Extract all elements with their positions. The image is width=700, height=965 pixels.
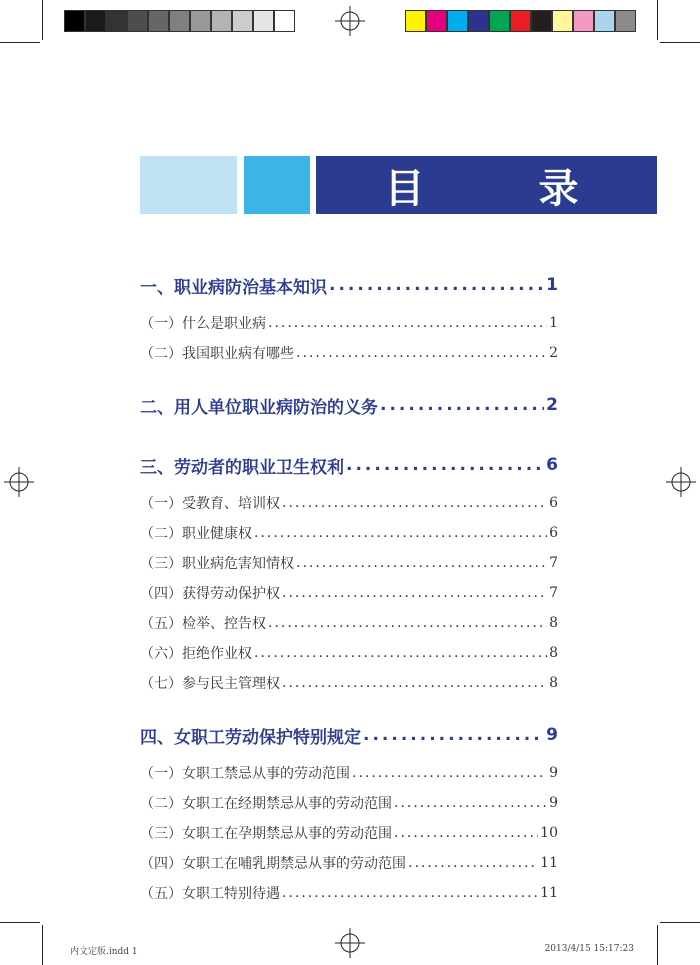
timestamp-slug: 2013/4/15 15:17:23 [544, 944, 634, 954]
banner-block-light [140, 156, 237, 214]
banner-block-mid [244, 156, 310, 214]
color-swatch [274, 10, 295, 32]
color-swatch [447, 10, 468, 32]
color-swatch [531, 10, 552, 32]
color-swatch [169, 10, 190, 32]
toc-item[interactable] [140, 758, 558, 788]
toc-item-page: 1 [549, 315, 558, 331]
toc-item-title: （二）女职工在经期禁忌从事的劳动范围 [140, 796, 392, 812]
toc-item-page: 8 [549, 645, 558, 661]
color-swatch [405, 10, 426, 32]
toc-section-title: 一、职业病防治基本知识 [140, 277, 327, 298]
toc-item-page: 9 [549, 765, 558, 781]
toc-item-title: （六）拒绝作业权 [140, 646, 252, 662]
toc-section-title: 三、劳动者的职业卫生权利 [140, 457, 344, 478]
toc-item[interactable] [140, 608, 558, 638]
registration-mark-icon [4, 467, 34, 497]
toc-item-page: 8 [549, 675, 558, 691]
toc-item[interactable] [140, 488, 558, 518]
dot-leader [268, 315, 547, 331]
toc-item-page: 10 [540, 825, 558, 841]
color-swatch [190, 10, 211, 32]
table-of-contents [140, 262, 558, 908]
color-swatch [127, 10, 148, 32]
dot-leader [282, 885, 538, 901]
process-color-bar [405, 10, 636, 32]
crop-mark [660, 42, 700, 43]
color-swatch [148, 10, 169, 32]
color-swatch [594, 10, 615, 32]
toc-item-title: （五）女职工特别待遇 [140, 886, 280, 902]
color-swatch [211, 10, 232, 32]
dot-leader [254, 525, 547, 541]
toc-item-title: （二）职业健康权 [140, 526, 252, 542]
toc-section-page: 1 [546, 275, 558, 295]
toc-section-page: 9 [546, 725, 558, 745]
color-swatch [468, 10, 489, 32]
toc-section[interactable] [140, 262, 558, 308]
toc-item[interactable] [140, 578, 558, 608]
toc-section-title: 二、用人单位职业病防治的义务 [140, 397, 378, 418]
crop-mark [0, 922, 40, 923]
crop-mark [42, 925, 43, 965]
dot-leader [408, 855, 538, 871]
toc-section[interactable] [140, 712, 558, 758]
dot-leader [282, 495, 547, 511]
toc-item-title: （一）受教育、培训权 [140, 496, 280, 512]
toc-item[interactable] [140, 878, 558, 908]
toc-item-page: 11 [540, 885, 558, 901]
registration-mark-icon [335, 928, 365, 958]
toc-item-title: （四）女职工在哺乳期禁忌从事的劳动范围 [140, 856, 406, 872]
toc-item-title: （三）职业病危害知情权 [140, 556, 294, 572]
dot-leader [254, 645, 547, 661]
color-swatch [106, 10, 127, 32]
toc-section-title: 四、女职工劳动保护特别规定 [140, 727, 361, 748]
toc-item-title: （四）获得劳动保护权 [140, 586, 280, 602]
toc-section[interactable] [140, 442, 558, 488]
toc-item[interactable] [140, 338, 558, 368]
toc-section-page: 2 [546, 395, 558, 415]
crop-mark [660, 922, 700, 923]
toc-item-title: （五）检举、控告权 [140, 616, 266, 632]
toc-section-page: 6 [546, 455, 558, 475]
toc-item[interactable] [140, 308, 558, 338]
toc-item[interactable] [140, 818, 558, 848]
toc-item-title: （一）什么是职业病 [140, 316, 266, 332]
grayscale-color-bar [64, 10, 295, 32]
toc-item[interactable] [140, 788, 558, 818]
dot-leader [346, 455, 544, 475]
toc-item-title: （一）女职工禁忌从事的劳动范围 [140, 766, 350, 782]
color-swatch [552, 10, 573, 32]
dot-leader [329, 275, 544, 295]
section-gap [140, 428, 558, 442]
toc-item[interactable] [140, 668, 558, 698]
toc-item-page: 2 [549, 345, 558, 361]
color-swatch [426, 10, 447, 32]
color-swatch [573, 10, 594, 32]
color-swatch [510, 10, 531, 32]
toc-item[interactable] [140, 638, 558, 668]
color-swatch [489, 10, 510, 32]
dot-leader [296, 555, 547, 571]
toc-item[interactable] [140, 518, 558, 548]
section-gap [140, 698, 558, 712]
color-swatch [615, 10, 636, 32]
toc-item-page: 7 [549, 585, 558, 601]
crop-mark [42, 0, 43, 40]
dot-leader [282, 585, 547, 601]
toc-item-title: （三）女职工在孕期禁忌从事的劳动范围 [140, 826, 392, 842]
toc-item-title: （二）我国职业病有哪些 [140, 346, 294, 362]
dot-leader [363, 725, 544, 745]
section-gap [140, 368, 558, 382]
toc-item-page: 6 [549, 525, 558, 541]
color-swatch [64, 10, 85, 32]
dot-leader [268, 615, 547, 631]
toc-item-page: 7 [549, 555, 558, 571]
dot-leader [394, 795, 547, 811]
dot-leader [352, 765, 547, 781]
toc-item-title: （七）参与民主管理权 [140, 676, 280, 692]
color-swatch [253, 10, 274, 32]
toc-item-page: 6 [549, 495, 558, 511]
toc-item-page: 11 [540, 855, 558, 871]
toc-section[interactable] [140, 382, 558, 428]
toc-item-page: 8 [549, 615, 558, 631]
toc-item[interactable] [140, 548, 558, 578]
color-swatch [85, 10, 106, 32]
dot-leader [296, 345, 547, 361]
toc-item-page: 9 [549, 795, 558, 811]
registration-mark-icon [666, 467, 696, 497]
page-title: 目 录 [316, 156, 657, 214]
crop-mark [657, 925, 658, 965]
registration-mark-icon [335, 6, 365, 36]
color-swatch [232, 10, 253, 32]
crop-mark [0, 42, 40, 43]
dot-leader [282, 675, 547, 691]
dot-leader [394, 825, 538, 841]
dot-leader [380, 395, 544, 415]
file-slug: 内文定版.indd 1 [70, 947, 138, 957]
toc-item[interactable] [140, 848, 558, 878]
crop-mark [657, 0, 658, 40]
